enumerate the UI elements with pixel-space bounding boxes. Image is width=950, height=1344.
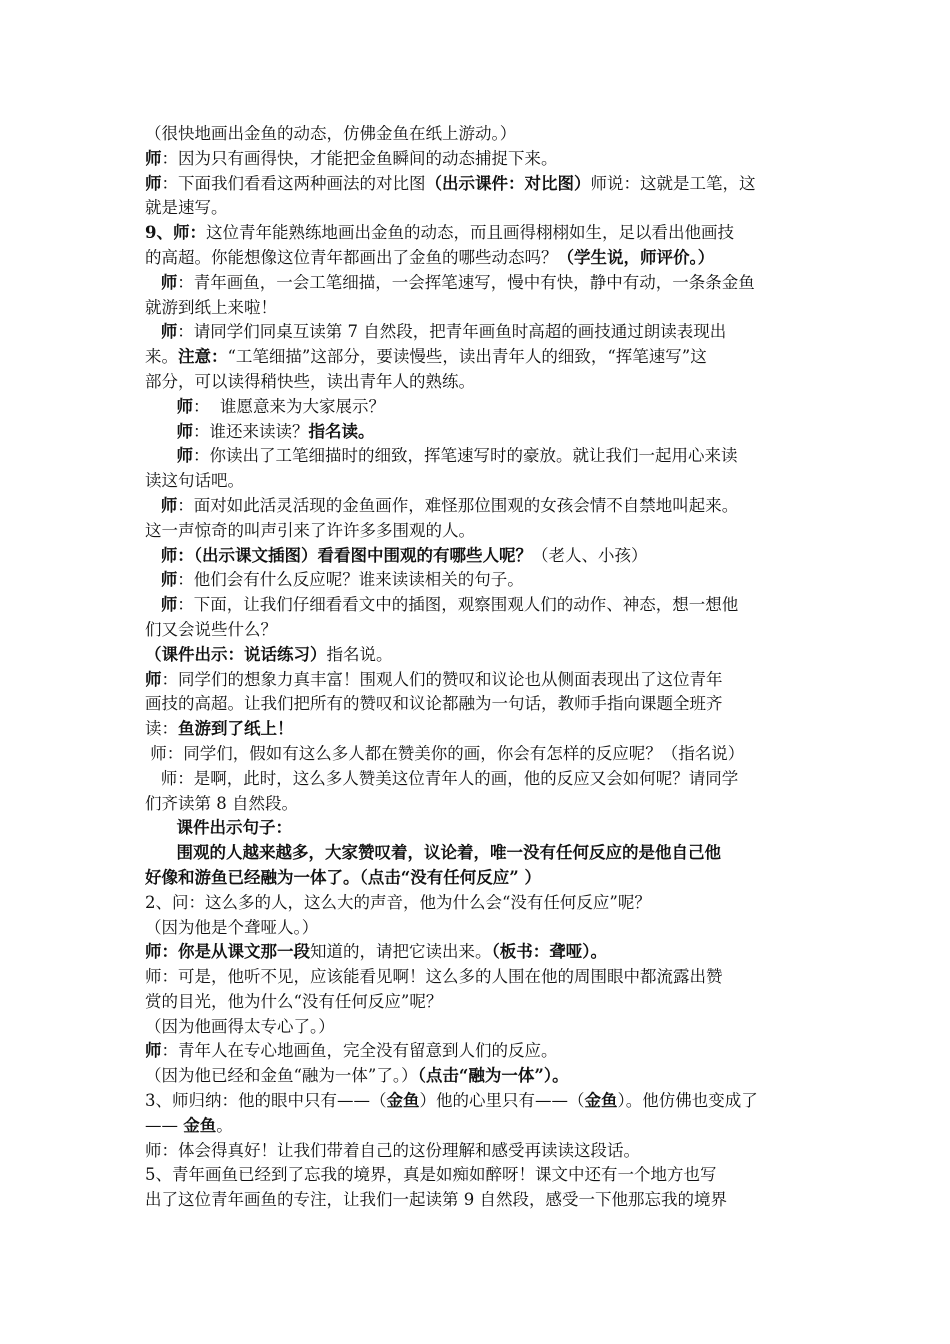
bold-text-run: （板书：聋哑）。 [491, 942, 607, 962]
text-run [145, 595, 161, 614]
text-line [145, 1064, 815, 1089]
text-line [145, 1039, 815, 1064]
text-line [145, 1139, 815, 1164]
text-line [145, 1015, 815, 1040]
text-line [145, 271, 815, 296]
text-run [145, 818, 176, 837]
text-line [145, 147, 815, 172]
text-run: 师：同学们，假如有这么多人都在赞美你的画，你会有怎样的反应呢？（指名说） [145, 743, 745, 763]
text-line [145, 544, 815, 569]
bold-text-run: 师 [176, 421, 193, 441]
bold-text-run: 9、师： [145, 223, 206, 243]
text-run: 读这句话吧。 [145, 471, 244, 491]
bold-text-run: 师 [160, 570, 178, 590]
text-line [145, 742, 815, 767]
bold-text-run: 师 [160, 495, 178, 515]
bold-text-run: 师 [145, 669, 162, 689]
bold-text-run: 师 [145, 173, 162, 193]
bold-text-run: 鱼游到了纸上！ [178, 719, 294, 739]
text-line [145, 296, 815, 321]
text-run [145, 496, 161, 515]
text-run [145, 843, 176, 862]
text-run: 读： [145, 719, 178, 739]
text-run: （很快地画出金鱼的动态，仿佛金鱼在纸上游动。） [145, 124, 517, 143]
text-line [145, 990, 815, 1015]
text-line [145, 1188, 815, 1213]
text-run: 知道的，请把它读出来。 [310, 942, 492, 962]
text-run: 们齐读第 8 自然段。 [145, 793, 298, 813]
text-run [145, 546, 161, 565]
text-line [145, 420, 815, 445]
text-run [145, 273, 161, 292]
bold-text-run: （课件出示：说话练习） [145, 644, 327, 664]
text-line [145, 320, 815, 345]
text-run: ： 谁愿意来为大家展示？ [192, 396, 385, 416]
text-run [145, 422, 176, 441]
text-line [145, 618, 815, 643]
text-run: 师：可是，他听不见，应该能看见啊！这么多的人围在他的周围眼中都流露出赞 [145, 967, 723, 987]
bold-text-run: 师 [145, 148, 162, 168]
text-run: ：同学们的想象力真丰富！围观人们的赞叹和议论也从侧面表现出了这位青年 [161, 669, 723, 689]
bold-text-run: 师：你是从课文那一段 [145, 942, 310, 962]
text-line [145, 593, 815, 618]
bold-text-run: 围观的人越来越多，大家赞叹着，议论着，唯一没有任何反应的是他自己他 [176, 843, 721, 863]
bold-text-run: 师 [160, 322, 178, 342]
text-run: ：面对如此活灵活现的金鱼画作，难怪那位围观的女孩会情不自禁地叫起来。 [177, 495, 739, 515]
bold-text-run: 金鱼 [183, 1115, 217, 1135]
text-line [145, 717, 815, 742]
text-run: （因为他画得太专心了。） [145, 1016, 335, 1036]
bold-text-run: 金鱼 [386, 1091, 420, 1111]
text-run: 3、师归纳：他的眼中只有——（ [145, 1091, 387, 1111]
text-line [145, 444, 815, 469]
text-line [145, 246, 815, 271]
text-line [145, 668, 815, 693]
text-run: ：下面，让我们仔细看看文中的插图，观察围观人们的动作、神态，想一想他 [177, 595, 739, 615]
text-run [145, 570, 161, 589]
text-run: 5、青年画鱼已经到了忘我的境界，真是如痴如醉呀！课文中还有一个地方也写 [145, 1165, 717, 1185]
text-run: 来。 [145, 347, 178, 367]
text-line [145, 916, 815, 941]
text-run: 师：是啊，此时，这么多人赞美这位青年人的画，他的反应又会如何呢？请同学 [145, 768, 739, 788]
text-run: 师说：这就是工笔，这 [590, 173, 756, 193]
text-run: ：青年画鱼，一会工笔细描，一会挥笔速写，慢中有快，静中有动，一条条金鱼 [177, 272, 755, 292]
text-line [145, 345, 815, 370]
text-run: ：你读出了工笔细描时的细致，挥笔速写时的豪放。就让我们一起用心来读 [192, 446, 738, 466]
text-run: ：他们会有什么反应呢？谁来读读相关的句子。 [177, 570, 524, 590]
text-run [145, 446, 176, 465]
text-line [145, 1114, 815, 1139]
bold-text-run: 指名读。 [308, 421, 375, 441]
bold-text-run: （学生说，师评价。） [557, 247, 715, 267]
text-line [145, 965, 815, 990]
text-line [145, 1089, 815, 1114]
text-run [145, 322, 161, 341]
text-line [145, 792, 815, 817]
text-run: 就是速写。 [145, 198, 228, 218]
text-line [145, 221, 815, 246]
text-line [145, 891, 815, 916]
text-run: 出了这位青年画鱼的专注，让我们一起读第 9 自然段，感受一下他那忘我的境界 [145, 1190, 727, 1210]
bold-text-run: 金鱼 [584, 1091, 618, 1111]
text-line [145, 122, 815, 147]
text-line [145, 816, 815, 841]
text-run: 画技的高超。让我们把所有的赞叹和议论都融为一句话，教师手指向课题全班齐 [145, 694, 723, 714]
text-run: 部分，可以读得稍快些，读出青年人的熟练。 [145, 371, 475, 391]
text-run: 师：体会得真好！让我们带着自己的这份理解和感受再读读这段话。 [145, 1140, 640, 1160]
text-run: ：谁还来读读？ [192, 421, 309, 441]
bold-text-run: 师 [160, 272, 178, 292]
bold-text-run: 师 [145, 1041, 162, 1061]
bold-text-run: 好像和游鱼已经融为一体了。（点击“没有任何反应” ） [145, 867, 541, 887]
text-run: （因为他是个聋哑人。） [145, 917, 319, 937]
text-run: 这一声惊奇的叫声引来了许许多多围观的人。 [145, 520, 475, 540]
bold-text-run: 师 [176, 396, 193, 416]
text-line [145, 172, 815, 197]
text-run: ：下面我们看看这两种画法的对比图 [161, 173, 426, 193]
bold-text-run: 师 [176, 446, 193, 466]
text-line [145, 692, 815, 717]
text-run: 这位青年能熟练地画出金鱼的动态，而且画得栩栩如生，足以看出他画技 [205, 223, 734, 243]
text-run: ）。他仿佛也变成了 [617, 1091, 758, 1111]
text-run: 。 [216, 1115, 233, 1135]
text-run: 就游到纸上来啦！ [145, 297, 277, 317]
text-line [145, 940, 815, 965]
text-line [145, 196, 815, 221]
bold-text-run: 师 [160, 595, 178, 615]
text-line [145, 866, 815, 891]
text-line [145, 370, 815, 395]
text-line [145, 841, 815, 866]
bold-text-run: 注意： [178, 347, 228, 367]
text-line [145, 494, 815, 519]
text-run: —— [145, 1115, 184, 1135]
text-run: ：请同学们同桌互读第 7 自然段，把青年画鱼时高超的画技通过朗读表现出 [177, 322, 727, 342]
text-line [145, 643, 815, 668]
text-run: “工笔细描”这部分，要读慢些，读出青年人的细致，“挥笔速写”这 [227, 347, 707, 367]
text-line [145, 568, 815, 593]
text-line [145, 469, 815, 494]
text-run: 们又会说些什么？ [145, 619, 277, 639]
text-line [145, 1163, 815, 1188]
bold-text-run: （出示课件：对比图） [425, 173, 591, 193]
text-run: 的高超。你能想像这位青年都画出了金鱼的哪些动态吗？ [145, 247, 558, 267]
text-line [145, 519, 815, 544]
text-line [145, 395, 815, 420]
text-run: 赏的目光，他为什么“没有任何反应”呢？ [145, 991, 443, 1011]
text-run: ：因为只有画得快，才能把金鱼瞬间的动态捕捉下来。 [161, 148, 558, 168]
text-run: 2、问：这么多的人，这么大的声音，他为什么会“没有任何反应”呢？ [145, 892, 651, 912]
text-run: ：青年人在专心地画鱼，完全没有留意到人们的反应。 [161, 1041, 558, 1061]
text-run: （因为他已经和金鱼“融为一体”了。） [145, 1066, 418, 1086]
text-line [145, 767, 815, 792]
bold-text-run: （点击“融为一体”）。 [417, 1066, 569, 1086]
bold-text-run: 师：（出示课文插图）看看图中围观的有哪些人呢？ [160, 545, 532, 565]
document-page [145, 122, 815, 1213]
bold-text-run: 课件出示句子： [176, 818, 292, 838]
text-run: 指名说。 [326, 644, 393, 664]
text-run: （老人、小孩） [532, 545, 648, 565]
text-run: ）他的心里只有——（ [419, 1091, 585, 1111]
text-run [145, 397, 176, 416]
